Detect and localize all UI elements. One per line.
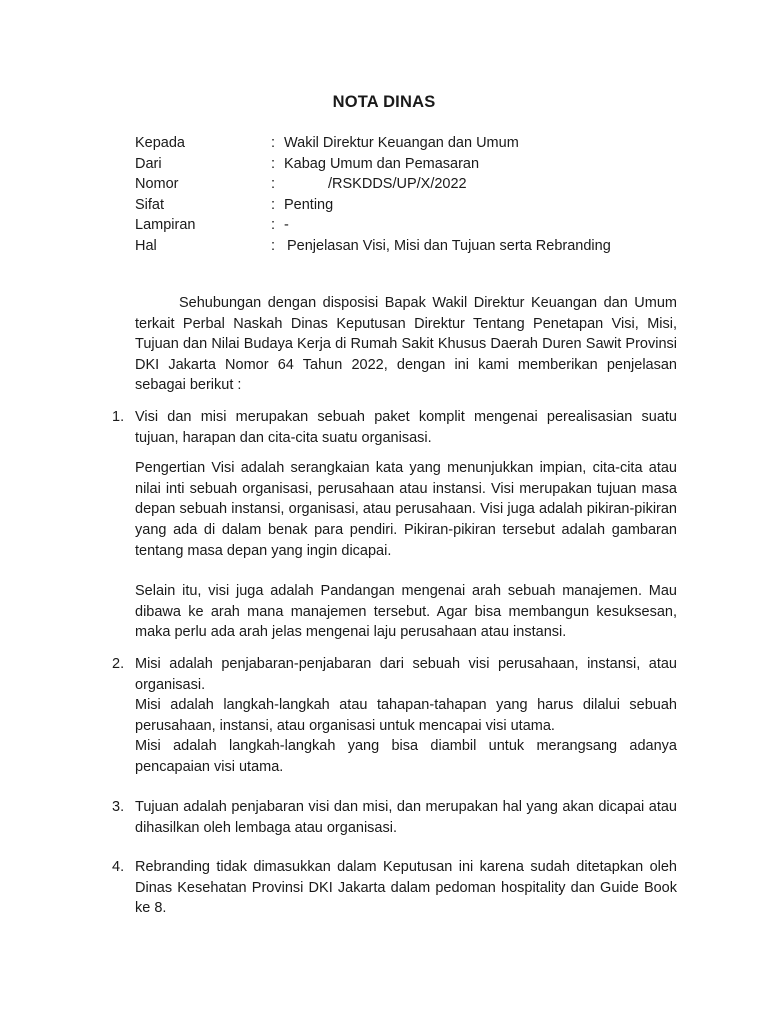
list-item-paragraph: Pengertian Visi adalah serangkaian kata yang menunjukkan impian, cita-cita atau nilai inti sebuah organisasi, perusahaan atau instansi. Visi merupakan tujuan masa depan sebuah instansi, organisasi, atau perusahaan. Visi juga adalah pikiran-pikiran yang ada di dalam benak para pendiri. Pikiran-pikiran tersebut adalah gambaran tentang masa depan yang ingin dicapai. (135, 460, 677, 559)
header-label-hal: Hal (135, 237, 157, 254)
header-value-hal: Penjelasan Visi, Misi dan Tujuan serta Rebranding (287, 237, 611, 254)
header-row-dari (135, 154, 695, 175)
list-item-number: 3. (112, 799, 125, 815)
header-value-kepada: Wakil Direktur Keuangan dan Umum (284, 135, 519, 151)
list-item-number: 4. (112, 859, 125, 875)
list-item-paragraph: Tujuan adalah penjabaran visi dan misi, dan merupakan hal yang akan dicapai atau dihasilkan oleh lembaga atau organisasi. (135, 799, 677, 836)
intro-paragraph: Sehubungan dengan disposisi Bapak Wakil Direktur Keuangan dan Umum terkait Perbal Naskah Dinas Keputusan Direktur Tentang Penetapan Visi, Misi, Tujuan dan Nilai Budaya Kerja di Rumah Sakit Khusus Daerah Duren Sawit Provinsi DKI Jakarta Nomor 64 Tahun 2022, dengan ini kami memberikan penjelasan sebagai berikut : (135, 295, 677, 394)
header-value-sifat: Penting (284, 196, 334, 213)
list-item-content (135, 857, 677, 919)
header-row-nomor (135, 174, 695, 195)
header-colon: : (271, 237, 276, 254)
list-item-paragraph: Misi adalah langkah-langkah yang bisa diambil untuk merangsang adanya pencapaian visi utama. (135, 738, 677, 775)
header-label-sifat: Sifat (135, 196, 165, 213)
list-item-content (135, 407, 677, 643)
header-row-hal (135, 236, 695, 257)
header-row-kepada (135, 133, 695, 154)
memo-header (135, 133, 695, 256)
header-label-lampiran: Lampiran (135, 217, 196, 233)
header-row-lampiran (135, 215, 695, 236)
header-label-kepada: Kepada (135, 135, 185, 151)
header-colon: : (271, 176, 276, 192)
header-value-lampiran: - (284, 217, 289, 233)
header-label-dari: Dari (135, 155, 162, 172)
list-item-paragraph: Visi dan misi merupakan sebuah paket komplit mengenai perealisasian suatu tujuan, harapan dan cita-cita suatu organisasi. (135, 409, 677, 446)
intro-section (135, 293, 677, 396)
list-item-content (135, 797, 677, 838)
list-item (112, 654, 677, 778)
header-colon: : (271, 196, 276, 213)
list-item (112, 407, 677, 643)
list-item-paragraph: Selain itu, visi juga adalah Pandangan mengenai arah sebuah manajemen. Mau dibawa ke arah mana manajemen tersebut. Agar bisa membangun kesuksesan, maka perlu ada arah jelas mengenai laju perusahaan atau instansi. (135, 583, 677, 641)
list-item-number: 1. (112, 409, 125, 425)
header-colon: : (271, 217, 276, 233)
list-item (112, 797, 677, 838)
list-item-paragraph: Misi adalah langkah-langkah atau tahapan-tahapan yang harus dilalui sebuah perusahaan, instansi, atau organisasi untuk mencapai visi utama. (135, 697, 677, 734)
header-row-sifat (135, 195, 695, 216)
list-item-paragraph: Misi adalah penjabaran-penjabaran dari sebuah visi perusahaan, instansi, atau organisasi. (135, 656, 677, 693)
document-title: NOTA DINAS (332, 93, 436, 111)
header-colon: : (271, 155, 276, 172)
list-item-content (135, 654, 677, 778)
list-item-number: 2. (112, 656, 125, 672)
header-label-nomor: Nomor (135, 176, 179, 192)
header-value-nomor: /RSKDDS/UP/X/2022 (328, 176, 467, 192)
list-item (112, 857, 677, 919)
list-item-paragraph: Rebranding tidak dimasukkan dalam Keputusan ini karena sudah ditetapkan oleh Dinas Kesehatan Provinsi DKI Jakarta dalam pedoman hospitality dan Guide Book ke 8. (135, 859, 677, 917)
header-value-dari: Kabag Umum dan Pemasaran (284, 155, 480, 172)
header-colon: : (271, 135, 276, 151)
